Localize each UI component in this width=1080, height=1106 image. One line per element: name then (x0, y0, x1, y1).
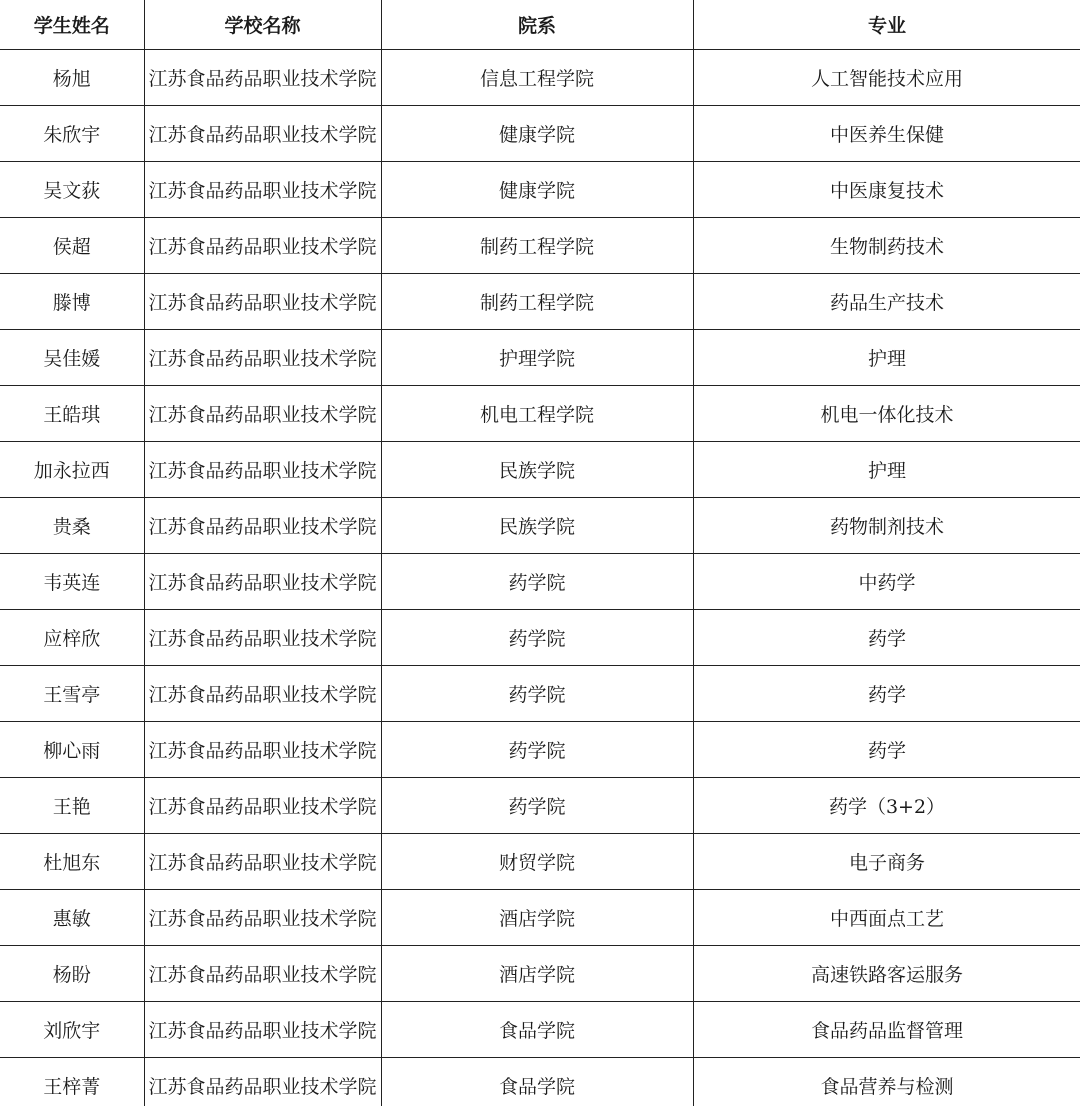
cell-department: 护理学院 (381, 330, 693, 386)
cell-student-name: 柳心雨 (0, 722, 144, 778)
cell-student-name: 韦英连 (0, 554, 144, 610)
cell-school-name: 江苏食品药品职业技术学院 (144, 106, 381, 162)
table-row (0, 330, 1080, 386)
cell-major: 高速铁路客运服务 (693, 946, 1080, 1002)
cell-school-name: 江苏食品药品职业技术学院 (144, 666, 381, 722)
cell-department: 药学院 (381, 722, 693, 778)
cell-department: 制药工程学院 (381, 218, 693, 274)
cell-student-name: 侯超 (0, 218, 144, 274)
table-row (0, 722, 1080, 778)
cell-major: 药学 (693, 722, 1080, 778)
cell-department: 财贸学院 (381, 834, 693, 890)
cell-department: 酒店学院 (381, 946, 693, 1002)
cell-school-name: 江苏食品药品职业技术学院 (144, 442, 381, 498)
table-row (0, 162, 1080, 218)
cell-student-name: 吴佳媛 (0, 330, 144, 386)
table-row (0, 218, 1080, 274)
header-major: 专业 (693, 0, 1080, 50)
cell-school-name: 江苏食品药品职业技术学院 (144, 498, 381, 554)
cell-school-name: 江苏食品药品职业技术学院 (144, 610, 381, 666)
table-row (0, 946, 1080, 1002)
cell-major: 中药学 (693, 554, 1080, 610)
table-header (0, 0, 1080, 50)
table-row (0, 274, 1080, 330)
cell-department: 制药工程学院 (381, 274, 693, 330)
cell-department: 机电工程学院 (381, 386, 693, 442)
cell-student-name: 王艳 (0, 778, 144, 834)
cell-major: 药学（3+2） (693, 778, 1080, 834)
cell-major: 护理 (693, 330, 1080, 386)
cell-student-name: 王雪亭 (0, 666, 144, 722)
cell-department: 药学院 (381, 778, 693, 834)
table-row (0, 666, 1080, 722)
cell-department: 信息工程学院 (381, 50, 693, 106)
table-row (0, 890, 1080, 946)
cell-school-name: 江苏食品药品职业技术学院 (144, 1058, 381, 1106)
cell-major: 电子商务 (693, 834, 1080, 890)
cell-major: 中医康复技术 (693, 162, 1080, 218)
cell-student-name: 吴文荻 (0, 162, 144, 218)
cell-school-name: 江苏食品药品职业技术学院 (144, 50, 381, 106)
cell-department: 药学院 (381, 666, 693, 722)
cell-student-name: 杨旭 (0, 50, 144, 106)
cell-school-name: 江苏食品药品职业技术学院 (144, 1002, 381, 1058)
header-row (0, 0, 1080, 50)
cell-school-name: 江苏食品药品职业技术学院 (144, 834, 381, 890)
table-row (0, 554, 1080, 610)
cell-major: 药学 (693, 610, 1080, 666)
table-row (0, 610, 1080, 666)
cell-major: 食品营养与检测 (693, 1058, 1080, 1106)
cell-major: 中西面点工艺 (693, 890, 1080, 946)
cell-department: 民族学院 (381, 498, 693, 554)
cell-school-name: 江苏食品药品职业技术学院 (144, 386, 381, 442)
cell-school-name: 江苏食品药品职业技术学院 (144, 778, 381, 834)
header-student-name: 学生姓名 (0, 0, 144, 50)
table-row (0, 1058, 1080, 1106)
cell-major: 药品生产技术 (693, 274, 1080, 330)
header-school-name: 学校名称 (144, 0, 381, 50)
cell-major: 护理 (693, 442, 1080, 498)
cell-student-name: 惠敏 (0, 890, 144, 946)
cell-school-name: 江苏食品药品职业技术学院 (144, 890, 381, 946)
cell-department: 食品学院 (381, 1002, 693, 1058)
cell-department: 健康学院 (381, 106, 693, 162)
cell-student-name: 滕博 (0, 274, 144, 330)
cell-department: 药学院 (381, 610, 693, 666)
table-row (0, 834, 1080, 890)
cell-student-name: 王皓琪 (0, 386, 144, 442)
cell-department: 酒店学院 (381, 890, 693, 946)
cell-major: 机电一体化技术 (693, 386, 1080, 442)
cell-major: 药学 (693, 666, 1080, 722)
cell-school-name: 江苏食品药品职业技术学院 (144, 274, 381, 330)
table-row (0, 50, 1080, 106)
table-row (0, 442, 1080, 498)
cell-major: 食品药品监督管理 (693, 1002, 1080, 1058)
cell-school-name: 江苏食品药品职业技术学院 (144, 218, 381, 274)
cell-student-name: 加永拉西 (0, 442, 144, 498)
table-row (0, 498, 1080, 554)
cell-major: 中医养生保健 (693, 106, 1080, 162)
cell-student-name: 杜旭东 (0, 834, 144, 890)
cell-student-name: 朱欣宇 (0, 106, 144, 162)
cell-school-name: 江苏食品药品职业技术学院 (144, 946, 381, 1002)
table-row (0, 106, 1080, 162)
cell-school-name: 江苏食品药品职业技术学院 (144, 330, 381, 386)
cell-department: 民族学院 (381, 442, 693, 498)
cell-major: 药物制剂技术 (693, 498, 1080, 554)
cell-major: 人工智能技术应用 (693, 50, 1080, 106)
cell-school-name: 江苏食品药品职业技术学院 (144, 554, 381, 610)
cell-student-name: 刘欣宇 (0, 1002, 144, 1058)
table-body (0, 50, 1080, 1106)
header-department: 院系 (381, 0, 693, 50)
table-row (0, 386, 1080, 442)
cell-department: 食品学院 (381, 1058, 693, 1106)
cell-major: 生物制药技术 (693, 218, 1080, 274)
cell-student-name: 王梓菁 (0, 1058, 144, 1106)
table-row (0, 1002, 1080, 1058)
cell-student-name: 杨盼 (0, 946, 144, 1002)
cell-school-name: 江苏食品药品职业技术学院 (144, 722, 381, 778)
cell-student-name: 贵桑 (0, 498, 144, 554)
cell-school-name: 江苏食品药品职业技术学院 (144, 162, 381, 218)
table-row (0, 778, 1080, 834)
cell-department: 健康学院 (381, 162, 693, 218)
cell-department: 药学院 (381, 554, 693, 610)
cell-student-name: 应梓欣 (0, 610, 144, 666)
